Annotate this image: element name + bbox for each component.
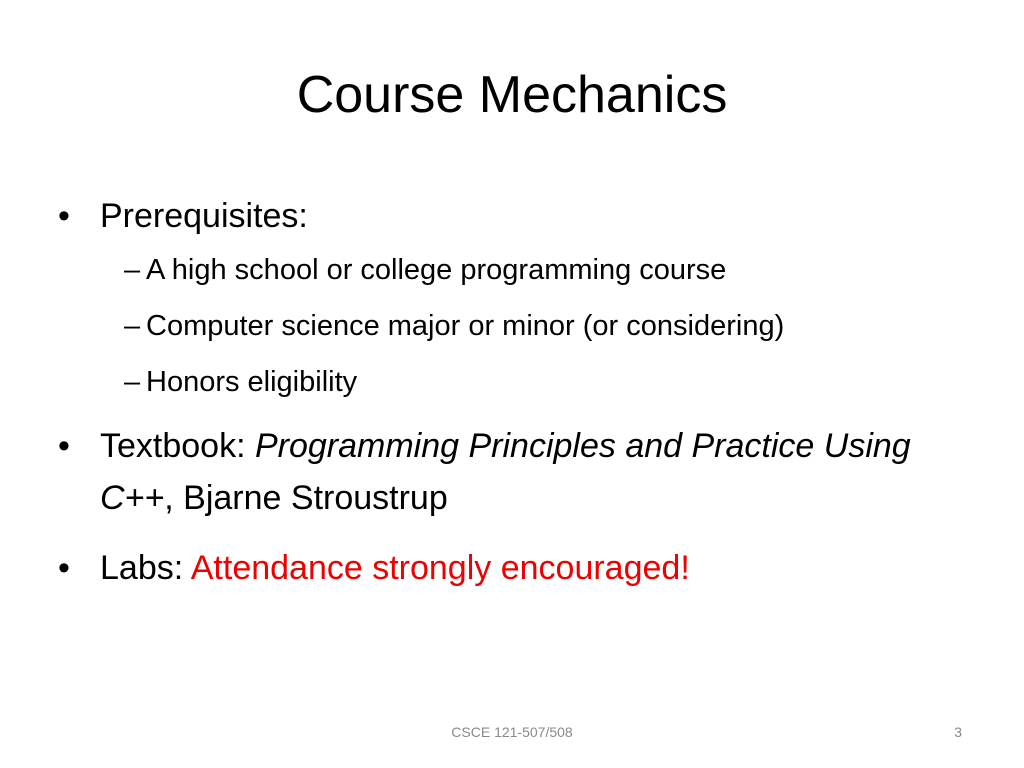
sub-bullet-major-minor [58, 306, 978, 346]
bullet-dot-icon: • [58, 197, 70, 235]
slide-body [58, 190, 978, 594]
bullet-textbook [58, 420, 978, 524]
prerequisites-label: Prerequisites: [100, 197, 308, 235]
dash-icon: – [124, 254, 141, 286]
dash-icon: – [124, 366, 141, 398]
bullet-dot-icon: • [58, 427, 70, 465]
sub-bullet-text: A high school or college programming course [146, 254, 727, 286]
sub-bullet-programming-course [58, 250, 978, 290]
textbook-author: , Bjarne Stroustrup [164, 479, 448, 517]
textbook-label: Textbook: [100, 427, 255, 465]
page-number: 3 [954, 724, 962, 740]
footer-course: CSCE 121-507/508 [451, 724, 573, 740]
sub-bullet-text: Honors eligibility [146, 366, 358, 398]
bullet-labs [58, 542, 978, 594]
sub-bullet-honors [58, 362, 978, 402]
sub-bullet-text: Computer science major or minor (or considering) [146, 310, 785, 342]
slide-title: Course Mechanics [296, 66, 728, 124]
labs-note: Attendance strongly encouraged! [190, 549, 690, 587]
bullet-dot-icon: • [58, 549, 70, 587]
dash-icon: – [124, 310, 141, 342]
labs-label: Labs: [100, 549, 191, 587]
textbook-title: Programming Principles and Practice Using C++ [100, 427, 911, 517]
bullet-prerequisites [58, 190, 978, 242]
